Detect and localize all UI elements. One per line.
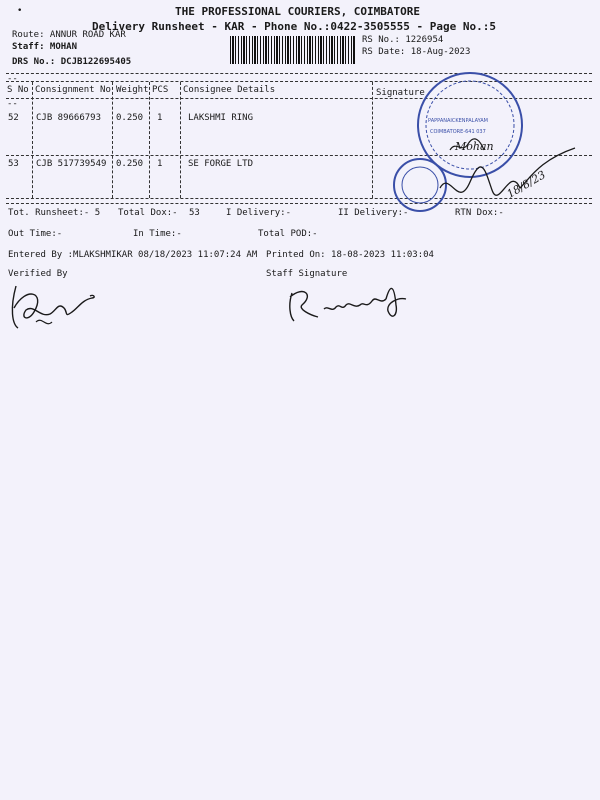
row-pcs: 1 (157, 113, 163, 123)
total-dox-value: 53 (189, 208, 200, 218)
total-dox-label: Total Dox:- (118, 208, 178, 218)
col-header-weight: Weight (116, 85, 149, 95)
staff-label: Staff: MOHAN (12, 42, 78, 52)
col-header-pcs: PCS (152, 85, 169, 95)
total-pod: Total POD:- (258, 229, 318, 239)
col-header-signature: Signature (376, 88, 425, 98)
header-bullet: • (17, 6, 23, 16)
company-title: THE PROFESSIONAL COURIERS, COIMBATORE (175, 5, 421, 18)
stamp-text-2: COIMBATORE-641 037 (430, 129, 486, 135)
stamp-text-1: PAPPANAICKENPALAYAM (428, 118, 488, 124)
rs-date: RS Date: 18-Aug-2023 (362, 47, 471, 57)
entered-by: Entered By :MLAKSHMIKAR 08/18/2023 11:07:24 AM (8, 250, 258, 260)
runsheet-title: Delivery Runsheet - KAR - Phone No.:0422-3505555 - Page No.:5 (92, 20, 496, 33)
row-consignee: LAKSHMI RING (188, 113, 254, 123)
col-divider (32, 82, 33, 198)
rs-number: RS No.: 1226954 (362, 35, 444, 45)
col-divider (372, 82, 373, 198)
barcode (230, 36, 356, 64)
printed-on: Printed On: 18-08-2023 11:03:04 (266, 250, 434, 260)
total-runsheet: Tot. Runsheet:- 5 (8, 208, 101, 218)
col-header-consignee: Consignee Details (183, 85, 276, 95)
col-divider (180, 82, 181, 198)
sno-continuation-2: -- (7, 99, 18, 109)
verified-signature (6, 278, 101, 333)
route-label: Route: ANNUR ROAD KAR (12, 30, 126, 40)
in-time: In Time:- (133, 229, 182, 239)
sno-continuation: -- (7, 74, 18, 84)
verified-by-label: Verified By (8, 269, 68, 279)
ii-delivery: II Delivery:- (338, 208, 409, 218)
col-divider (112, 82, 113, 198)
row-sno: 52 (8, 113, 19, 123)
drs-number: DRS No.: DCJB122695405 (12, 57, 132, 67)
row-weight: 0.250 (116, 113, 144, 123)
row-pcs: 1 (157, 159, 163, 169)
row-consignment: CJB 89666793 (36, 113, 102, 123)
row-consignment: CJB 517739549 (36, 159, 107, 169)
stamp-handwriting: Mohan (455, 140, 494, 153)
col-header-sno: S No (7, 85, 29, 95)
row-sno: 53 (8, 159, 19, 169)
row-weight: 0.250 (116, 159, 144, 169)
staff-signature (280, 275, 420, 330)
staff-signature-label: Staff Signature (266, 269, 348, 279)
rtn-dox: RTN Dox:- (455, 208, 504, 218)
stamp-date-note: 18/8/23 (504, 168, 548, 201)
row-consignee: SE FORGE LTD (188, 159, 254, 169)
i-delivery: I Delivery:- (226, 208, 292, 218)
out-time: Out Time:- (8, 229, 63, 239)
col-divider (149, 82, 150, 198)
col-header-consignment: Consignment No (35, 85, 111, 95)
